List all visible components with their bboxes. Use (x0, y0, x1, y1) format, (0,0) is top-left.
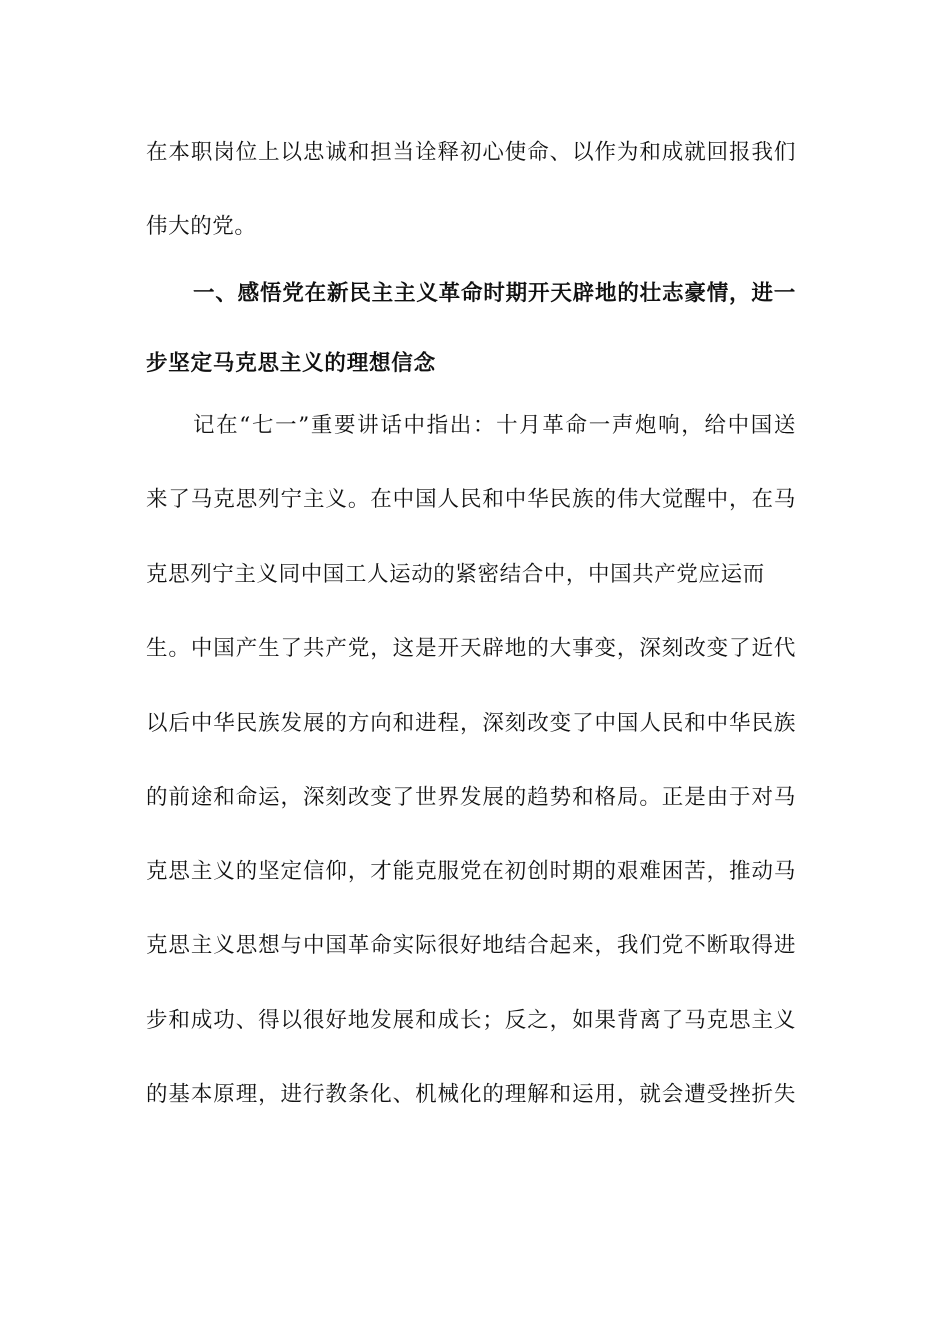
paragraph-line: 生。中国产生了共产党，这是开天辟地的大事变，深刻改变了近代 (146, 636, 796, 661)
paragraph-line: 来了马克思列宁主义。在中国人民和中华民族的伟大觉醒中，在马 (146, 487, 796, 512)
paragraph-line: 在本职岗位上以忠诚和担当诠释初心使命、以作为和成就回报我们 (146, 140, 796, 165)
paragraph-line: 的基本原理，进行教条化、机械化的理解和运用，就会遭受挫折失 (146, 1082, 796, 1107)
paragraph-line: 克思主义的坚定信仰，才能克服党在初创时期的艰难困苦，推动马 (146, 859, 796, 884)
section-heading-line: 步坚定马克思主义的理想信念 (146, 351, 436, 376)
paragraph-line: 记在“七一”重要讲话中指出：十月革命一声炮响，给中国送 (193, 413, 796, 438)
paragraph-line: 克思主义思想与中国革命实际很好地结合起来，我们党不断取得进 (146, 933, 796, 958)
section-heading-line: 一、感悟党在新民主主义革命时期开天辟地的壮志豪情，进一 (193, 281, 796, 306)
paragraph-line: 的前途和命运，深刻改变了世界发展的趋势和格局。正是由于对马 (146, 785, 796, 810)
paragraph-line: 伟大的党。 (146, 214, 257, 239)
paragraph-line: 克思列宁主义同中国工人运动的紧密结合中，中国共产党应运而 (146, 562, 765, 587)
paragraph-line: 步和成功、得以很好地发展和成长；反之，如果背离了马克思主义 (146, 1008, 796, 1033)
paragraph-line: 以后中华民族发展的方向和进程，深刻改变了中国人民和中华民族 (146, 711, 796, 736)
